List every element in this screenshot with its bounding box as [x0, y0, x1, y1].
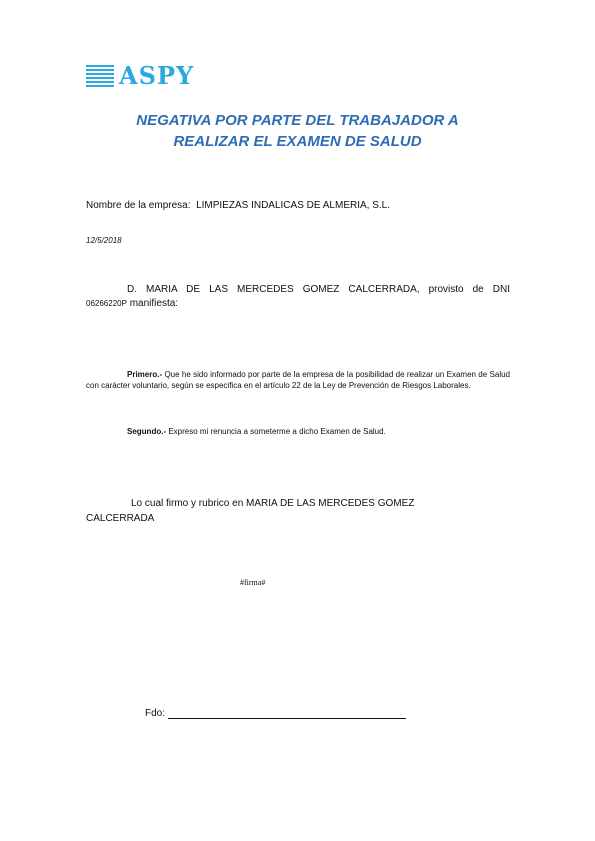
document-title: [0, 110, 595, 152]
clause-primero-label: Primero.-: [127, 370, 163, 379]
fdo-label: Fdo:: [145, 708, 166, 719]
clause-segundo-text: Expreso mi renuncia a someterme a dicho Examen de Salud.: [168, 427, 386, 436]
rubrica-line-2: CALCERRADA: [86, 513, 155, 524]
logo-text: ASPY: [119, 61, 195, 90]
signature-placeholder: #firma#: [240, 578, 266, 587]
company-label: Nombre de la empresa:: [86, 200, 191, 211]
declarant-line-1: [86, 283, 510, 297]
clause-primero: [86, 369, 510, 391]
fdo-signature-line: [145, 708, 406, 719]
title-line-1: NEGATIVA POR PARTE DEL TRABAJADOR A: [136, 112, 459, 129]
clause-segundo-label: Segundo.-: [127, 427, 167, 436]
document-date: 12/5/2018: [86, 236, 122, 245]
rubrica-line-1: Lo cual firmo y rubrico en MARIA DE LAS MERCEDES GOMEZ: [131, 498, 415, 509]
clause-primero-text: Que he sido informado por parte de la empresa de la posibilidad de realizar un Examen de Salud con carácter voluntario, según se especifica en el artículo 22 de la Ley de Prevención de Riesgos Laborales.: [86, 370, 510, 390]
declarant-name-text: D. MARIA DE LAS MERCEDES GOMEZ CALCERRADA, provisto de DNI: [127, 284, 510, 295]
declarant-manifiesta: manifiesta:: [129, 298, 179, 309]
company-line: [86, 200, 390, 211]
clause-segundo: [86, 426, 510, 437]
signature-underline: [168, 708, 406, 719]
title-line-2: REALIZAR EL EXAMEN DE SALUD: [173, 133, 422, 150]
company-name: LIMPIEZAS INDALICAS DE ALMERIA, S.L.: [196, 200, 391, 211]
rubrica-paragraph: [86, 496, 510, 526]
aspy-stripes-icon: [86, 65, 114, 87]
declarant-line-2: [86, 297, 178, 311]
aspy-logo: [86, 63, 194, 89]
dni-number: 06266220P: [86, 299, 127, 308]
